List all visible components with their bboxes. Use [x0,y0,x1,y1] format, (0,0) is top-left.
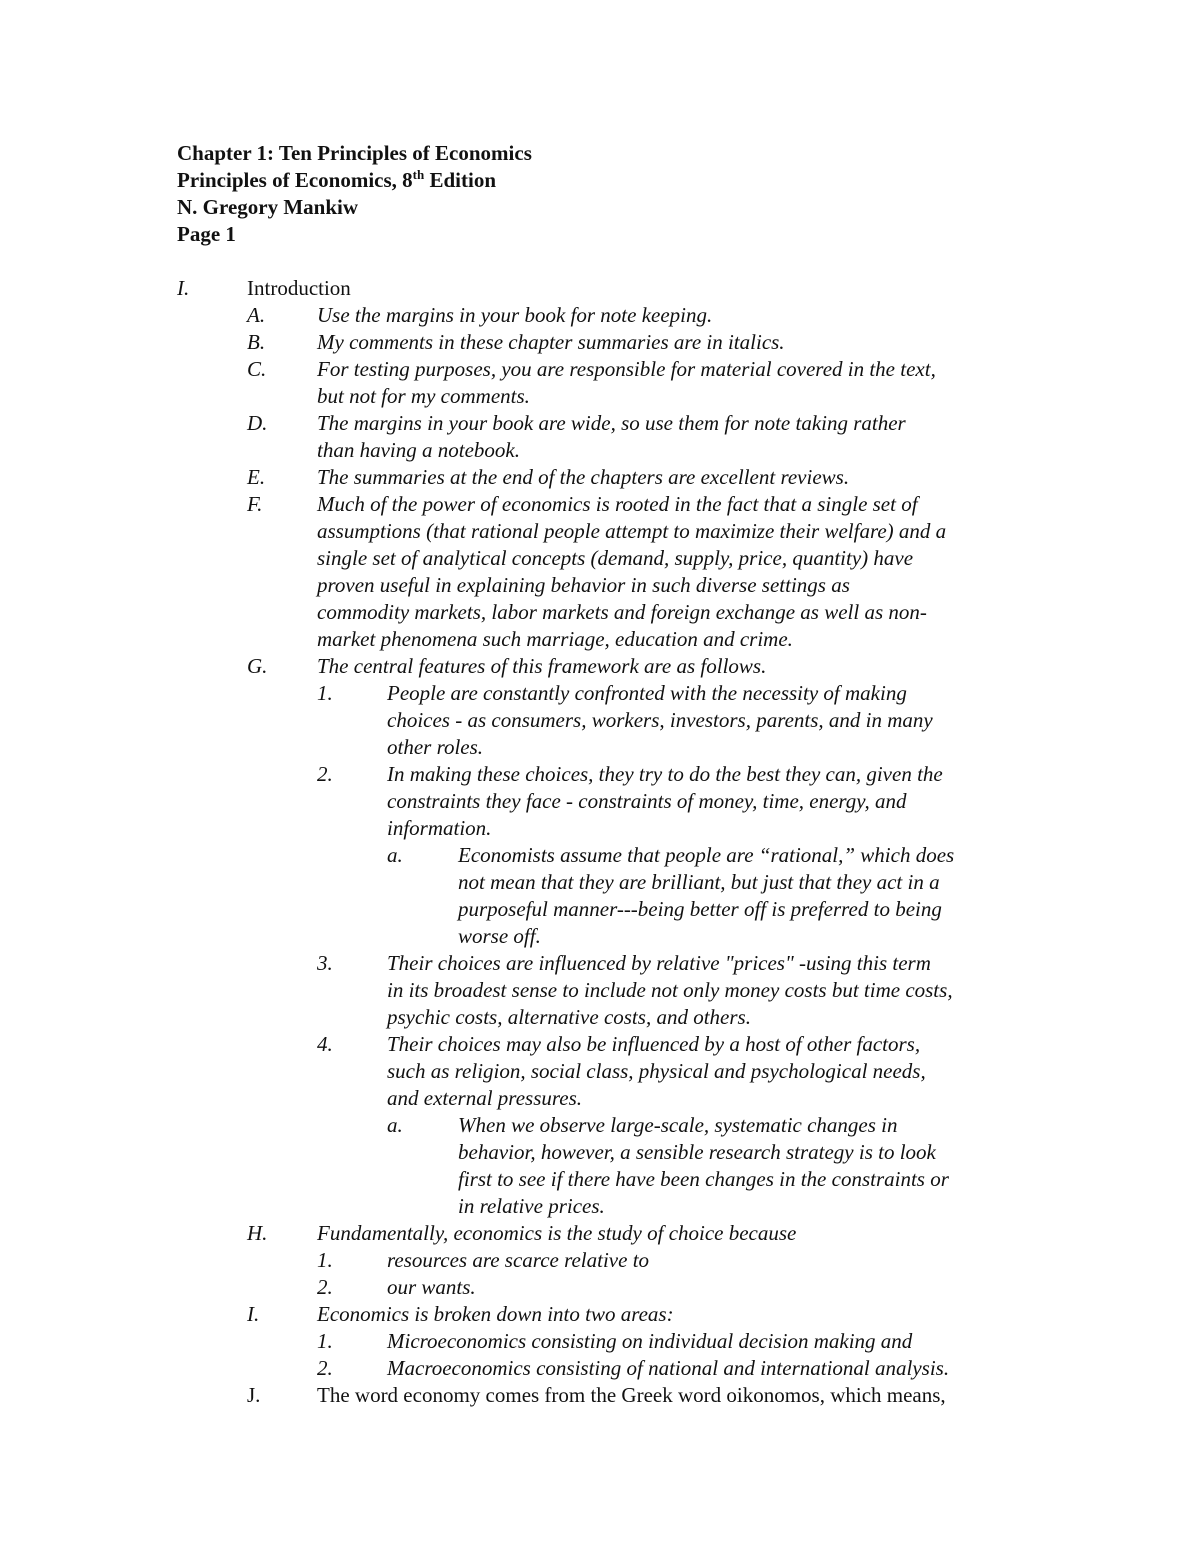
outline-marker: 2. [317,762,333,786]
outline-text [247,275,351,302]
outline-item [0,275,1200,302]
document-header [177,140,532,248]
outline-text [317,356,936,410]
outline-item [0,1274,1200,1301]
outline-item [0,464,1200,491]
outline-text-line: Introduction [247,276,351,300]
outline-text [458,842,954,950]
outline-text-line: Their choices are influenced by relative "prices" -using this term [387,951,931,975]
outline-item [0,842,1200,950]
outline-marker: I. [247,1302,260,1326]
outline-item [0,1301,1200,1328]
outline-text-line: first to see if there have been changes in the constraints or [458,1167,949,1191]
outline-marker: a. [387,1113,403,1137]
outline-item [0,491,1200,653]
outline-text-line: Fundamentally, economics is the study of choice because [317,1221,797,1245]
outline-marker: a. [387,843,403,867]
outline-text-line: People are constantly confronted with the necessity of making [387,681,907,705]
outline-text-line: Macroeconomics consisting of national and international analysis. [387,1356,950,1380]
outline-text-line: constraints they face - constraints of money, time, energy, and [387,789,907,813]
outline-marker: 1. [317,681,333,705]
outline-text-line: behavior, however, a sensible research strategy is to look [458,1140,936,1164]
outline-marker: J. [247,1383,261,1407]
outline-text [387,761,943,842]
outline-item [0,410,1200,464]
outline-item [0,1328,1200,1355]
outline-marker: A. [247,303,266,327]
outline-marker: 2. [317,1275,333,1299]
outline-text-line: commodity markets, labor markets and foreign exchange as well as non- [317,600,927,624]
outline-text-line: Microeconomics consisting on individual decision making and [387,1329,913,1353]
outline-text [387,1328,912,1355]
outline-text-line: The word economy comes from the Greek word oikonomos, which means, [317,1383,946,1407]
outline-item [0,761,1200,842]
outline-text-line: our wants. [387,1275,476,1299]
outline-text-line: When we observe large-scale, systematic changes in [458,1113,898,1137]
outline-text [317,1220,796,1247]
outline-text-line: assumptions (that rational people attempt to maximize their welfare) and a [317,519,947,543]
outline-item [0,356,1200,410]
outline-text [387,1355,949,1382]
outline-text [317,653,766,680]
outline-text-line: not mean that they are brilliant, but just that they act in a [458,870,940,894]
book-title-suffix: Edition [424,168,496,192]
outline-marker: I. [177,276,190,300]
outline-text-line: For testing purposes, you are responsible for material covered in the text, [317,357,936,381]
outline-item [0,1031,1200,1112]
outline-item [0,1355,1200,1382]
outline-text-line: Economics is broken down into two areas: [317,1302,674,1326]
outline-text [317,1301,674,1328]
outline-text-line: proven useful in explaining behavior in such diverse settings as [317,573,850,597]
outline-list [0,275,1200,1409]
outline-item [0,1247,1200,1274]
outline-text-line: but not for my comments. [317,384,530,408]
outline-text-line: resources are scarce relative to [387,1248,650,1272]
outline-text-line: such as religion, social class, physical and psychological needs, [387,1059,926,1083]
outline-text-line: in relative prices. [458,1194,605,1218]
outline-text-line: Economists assume that people are “rational,” which does [458,843,955,867]
outline-item [0,1220,1200,1247]
outline-text-line: and external pressures. [387,1086,582,1110]
outline-marker: C. [247,357,267,381]
chapter-title: Chapter 1: Ten Principles of Economics [177,141,532,165]
outline-marker: D. [247,411,268,435]
outline-text-line: Their choices may also be influenced by a host of other factors, [387,1032,921,1056]
outline-marker: 3. [317,951,333,975]
outline-text-line: worse off. [458,924,541,948]
outline-marker: 4. [317,1032,333,1056]
book-title-prefix: Principles of Economics, 8 [177,168,413,192]
page-number: Page 1 [177,222,236,246]
outline-text-line: The central features of this framework are as follows. [317,654,767,678]
outline-text-line: Use the margins in your book for note keeping. [317,303,713,327]
outline-text [317,1382,946,1409]
outline-marker: F. [247,492,263,516]
outline-marker: G. [247,654,268,678]
outline-text-line: other roles. [387,735,484,759]
outline-text-line: The summaries at the end of the chapters are excellent reviews. [317,465,850,489]
outline-text-line: in its broadest sense to include not only money costs but time costs, [387,978,953,1002]
outline-text [317,410,906,464]
outline-item [0,950,1200,1031]
outline-marker: 1. [317,1248,333,1272]
outline-text-line: psychic costs, alternative costs, and others. [387,1005,751,1029]
outline-text-line: purposeful manner---being better off is preferred to being [458,897,942,921]
outline-item [0,680,1200,761]
outline-text-line: than having a notebook. [317,438,520,462]
outline-text [317,464,849,491]
outline-text-line: In making these choices, they try to do the best they can, given the [387,762,943,786]
author-name: N. Gregory Mankiw [177,195,359,219]
outline-item [0,653,1200,680]
outline-marker: 1. [317,1329,333,1353]
outline-text-line: My comments in these chapter summaries are in italics. [317,330,785,354]
outline-text [387,1274,476,1301]
outline-item [0,1112,1200,1220]
outline-marker: H. [247,1221,268,1245]
outline-text [387,680,933,761]
edition-superscript: th [412,167,425,182]
outline-marker: E. [247,465,266,489]
outline-item [0,1382,1200,1409]
outline-marker: 2. [317,1356,333,1380]
outline-text-line: The margins in your book are wide, so use them for note taking rather [317,411,906,435]
outline-marker: B. [247,330,266,354]
outline-text-line: choices - as consumers, workers, investors, parents, and in many [387,708,933,732]
outline-text [317,329,785,356]
outline-text [387,950,953,1031]
outline-text-line: market phenomena such marriage, education and crime. [317,627,793,651]
outline-text [458,1112,949,1220]
outline-item [0,329,1200,356]
outline-text [317,491,946,653]
outline-item [0,302,1200,329]
book-title [177,167,532,194]
outline-text [387,1031,926,1112]
outline-text-line: single set of analytical concepts (demand, supply, price, quantity) have [317,546,914,570]
outline-text [387,1247,649,1274]
outline-text-line: Much of the power of economics is rooted in the fact that a single set of [317,492,918,516]
outline-text-line: information. [387,816,492,840]
outline-text [317,302,712,329]
